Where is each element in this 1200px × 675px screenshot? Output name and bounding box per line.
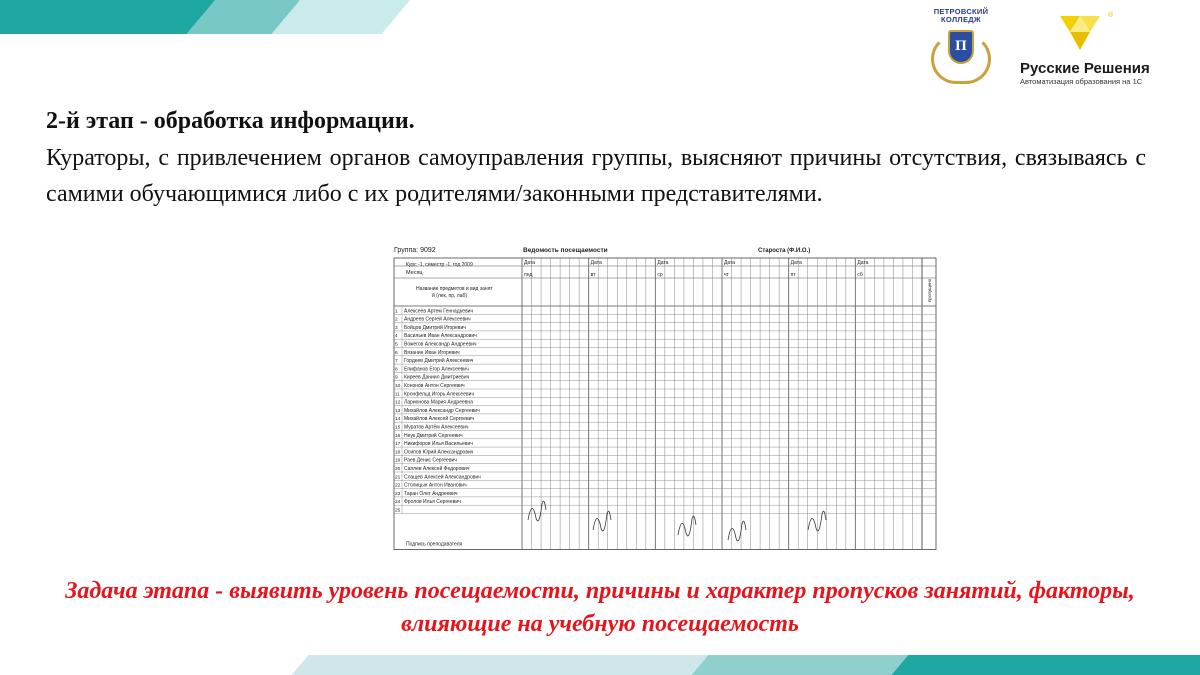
- sheet-student-name: Васильев Иван Александрович: [404, 333, 477, 340]
- sheet-row-number: 2: [395, 317, 398, 323]
- partner-name: Русские Решения: [1020, 60, 1150, 77]
- sheet-row-number: 9: [395, 375, 398, 381]
- sheet-weekday: ср: [657, 272, 663, 278]
- sheet-row-number: 6: [395, 350, 398, 356]
- slide-heading: 2-й этап - обработка информации.: [46, 108, 415, 134]
- college-name-line2: КОЛЛЕДЖ: [941, 15, 981, 24]
- sheet-row-number: 14: [395, 417, 401, 423]
- slide-paragraph: Кураторы, с привлечением органов самоуправления группы, выясняют причины отсутствия, связываясь с самими обучающимися либо с их родителями/законными представителями.: [46, 145, 1146, 207]
- sheet-row-number: 3: [395, 325, 398, 331]
- registered-mark: ®: [1108, 12, 1114, 19]
- college-name-line1: ПЕТРОВСКИЙ: [933, 7, 989, 16]
- sheet-group: Группа: 9092: [394, 247, 436, 254]
- sheet-student-name: Вязанин Иван Игоревич: [404, 349, 460, 356]
- sheet-weekday: чт: [724, 272, 729, 278]
- sheet-teacher-signature: Подпись преподавателя: [406, 541, 463, 548]
- sheet-student-name: Слащев Алексей Александрович: [404, 474, 481, 481]
- sheet-signature-scribble: [593, 511, 611, 531]
- sheet-weekday: сб: [857, 272, 863, 278]
- sheet-absences-header: пропущено: [927, 278, 932, 302]
- sheet-row-number: 22: [395, 483, 401, 489]
- task-statement: Задача этапа - выявить уровень посещаемости, причины и характер пропусков занятий, факторы, влияющие на учебную посещаемость: [65, 578, 1135, 637]
- sheet-date-label: Дата: [590, 260, 602, 266]
- sheet-subjects-header: Название предметов и вид занят: [416, 286, 493, 292]
- sheet-signature-scribble: [728, 521, 746, 541]
- sheet-date-label: Дата: [524, 260, 536, 266]
- sheet-date-label: Дата: [790, 260, 802, 266]
- sheet-row-number: 16: [395, 433, 401, 439]
- sheet-student-name: Михайлов Алексей Сергеевич: [404, 416, 475, 423]
- sheet-row-number: 10: [395, 384, 401, 389]
- sheet-row-number: 17: [395, 442, 401, 448]
- sheet-row-number: 12: [395, 400, 401, 406]
- sheet-row-number: 15: [395, 425, 401, 431]
- sheet-student-name: Вожегов Александр Андреевич: [404, 341, 477, 348]
- sheet-title: Ведомость посещаемости: [523, 247, 608, 254]
- petrovsky-college-logo: [922, 8, 1000, 96]
- sheet-row-number: 8: [395, 367, 398, 373]
- bottom-decoration: [0, 655, 1200, 675]
- sheet-row-number: 4: [395, 334, 398, 340]
- sheet-student-name: Неук Дмитрий Сергеевич: [404, 432, 463, 439]
- sheet-student-name: Муратов Артём Алексеевич: [404, 424, 469, 431]
- yellow-triangles-icon: [1056, 12, 1114, 56]
- sheet-student-name: Таран Олег Андреевич: [404, 490, 458, 497]
- sheet-row-number: 20: [395, 467, 401, 472]
- sheet-row-number: 11: [395, 392, 400, 398]
- sheet-student-name: Бойцов Дмитрий Игоревич: [404, 324, 466, 331]
- sheet-signature-scribble: [528, 501, 546, 521]
- sheet-row-number: 18: [395, 450, 401, 456]
- sheet-student-name: Саплев Алексей Федорович: [404, 466, 470, 472]
- sheet-weekday: пт: [790, 272, 796, 278]
- sheet-weekday: вт: [590, 272, 596, 278]
- college-crest-icon: П: [931, 26, 991, 88]
- sheet-student-name: Епифанов Егор Алексеевич: [404, 366, 469, 373]
- sheet-date-label: Дата: [724, 260, 736, 266]
- sheet-row-number: 1: [395, 309, 398, 315]
- sheet-student-name: Ларионова Мария Андреевна: [404, 399, 473, 406]
- sheet-student-name: Михайлов Александр Сергеевич: [404, 407, 480, 414]
- sheet-row-number: 21: [395, 475, 401, 481]
- sheet-date-label: Дата: [857, 260, 869, 266]
- sheet-row-number: 5: [395, 342, 398, 348]
- attendance-sheet-scan: [388, 240, 944, 558]
- sheet-student-name: Раев Денис Сергеевич: [404, 457, 457, 464]
- sheet-student-name: Алексеев Артем Геннадьевич: [404, 308, 474, 315]
- sheet-student-name: Осипов Юрий Александрович: [404, 449, 474, 456]
- sheet-signature-scribble: [808, 511, 826, 531]
- sheet-row-number: 13: [395, 408, 401, 414]
- sheet-headman: Староста (Ф.И.О.): [758, 248, 811, 254]
- russkie-resheniya-logo: [1020, 12, 1180, 96]
- partner-tagline: Автоматизация образования на 1С: [1020, 77, 1143, 86]
- sheet-student-name: Андреев Сергей Алексеевич: [404, 316, 471, 323]
- sheet-row-number: 23: [395, 491, 401, 497]
- sheet-student-name: Столицын Антон Иванович: [404, 482, 467, 489]
- sheet-row-number: 25: [395, 508, 401, 514]
- sheet-student-name: Никифоров Илья Васильевич: [404, 441, 473, 448]
- sheet-date-label: Дата: [657, 260, 669, 266]
- header-logos: [922, 8, 1172, 98]
- sheet-row-number: 7: [395, 359, 398, 365]
- sheet-student-name: Гордеев Дмитрий Алексеевич: [404, 358, 474, 365]
- sheet-course: Курс -1, семестр -1, год 2009: [406, 262, 473, 268]
- top-left-decoration: [0, 0, 420, 34]
- sheet-row-number: 24: [395, 500, 401, 506]
- sheet-student-name: Фролов Илья Сергеевич: [404, 499, 461, 506]
- sheet-weekday: пнд: [524, 272, 533, 278]
- sheet-month-label: Месяц: [406, 270, 423, 276]
- attendance-sheet-drawing: [388, 240, 944, 558]
- sheet-subjects-header-2: й (лек, пр, лаб): [432, 293, 468, 299]
- sheet-student-name: Кронфельд Игорь Алексеевич: [404, 391, 475, 398]
- sheet-row-number: 19: [395, 458, 401, 464]
- sheet-student-name: Кононов Антон Сергеевич: [404, 383, 465, 389]
- sheet-student-name: Киреев Даниил Дмитриевич: [404, 374, 470, 381]
